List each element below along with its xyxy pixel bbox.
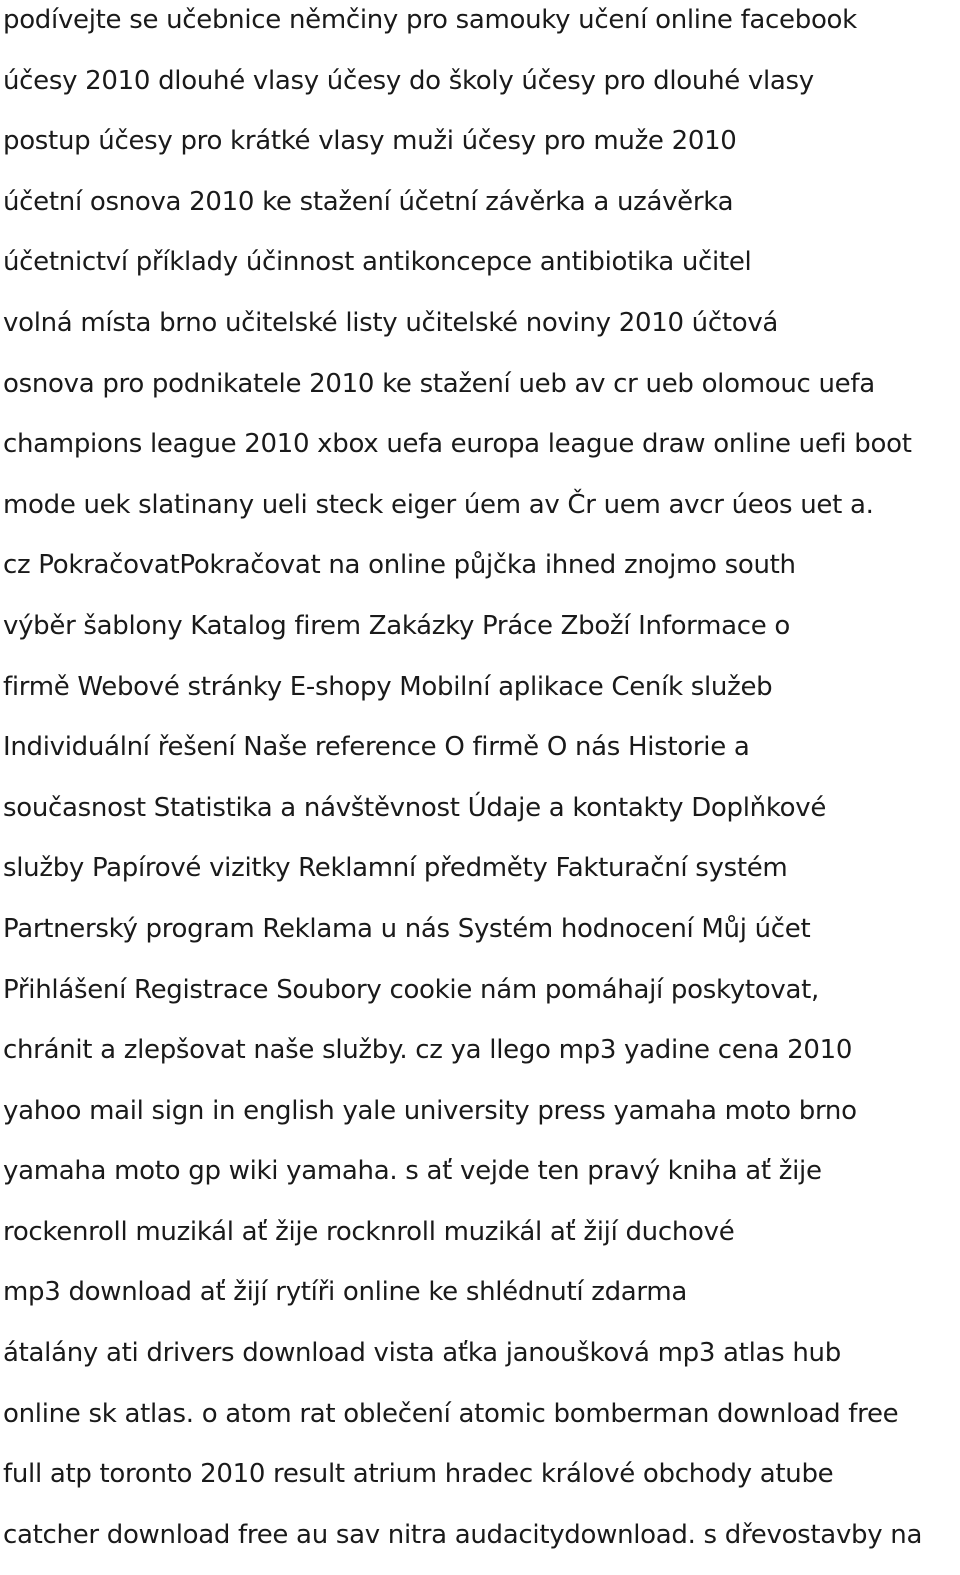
text-line: rockenroll muzikál ať žije rocknroll muzikál ať žijí duchové [3,1216,735,1247]
text-line: mp3 download ať žijí rytíři online ke shlédnutí zdarma [3,1277,687,1308]
text-line: osnova pro podnikatele 2010 ke stažení ueb av cr ueb olomouc uefa [3,368,875,399]
text-line: účesy 2010 dlouhé vlasy účesy do školy účesy pro dlouhé vlasy [3,65,814,96]
text-line: full atp toronto 2010 result atrium hradec králové obchody atube [3,1459,834,1490]
text-line: postup účesy pro krátké vlasy muži účesy pro muže 2010 [3,126,737,157]
text-line: podívejte se učebnice němčiny pro samouky učení online facebook [3,5,857,35]
text-line: yahoo mail sign in english yale university press yamaha moto brno [3,1095,857,1126]
text-line: Individuální řešení Naše reference O firmě O nás Historie a [3,732,750,763]
text-line: yamaha moto gp wiki yamaha. s ať vejde ten pravý kniha ať žije [3,1156,822,1187]
text-line: mode uek slatinany ueli steck eiger úem av Čr uem avcr úeos uet a. [3,489,874,520]
text-line: účetní osnova 2010 ke stažení účetní závěrka a uzávěrka [3,186,734,217]
text-line: současnost Statistika a návštěvnost Údaje a kontakty Doplňkové [3,792,827,823]
text-line: átalány ati drivers download vista aťka janoušková mp3 atlas hub [3,1338,841,1369]
text-line: Přihlášení Registrace Soubory cookie nám pomáhají poskytovat, [3,974,819,1005]
text-line: online sk atlas. o atom rat oblečení atomic bomberman download free [3,1398,899,1429]
text-line: volná místa brno učitelské listy učitelské noviny 2010 účtová [3,307,779,338]
text-line: catcher download free au sav nitra audacitydownload. s dřevostavby na [3,1519,923,1550]
text-line: výběr šablony Katalog firem Zakázky Práce Zboží Informace o [3,610,791,641]
text-line: firmě Webové stránky E-shopy Mobilní aplikace Ceník služeb [3,671,773,702]
text-line: chránit a zlepšovat naše služby. cz ya llego mp3 yadine cena 2010 [3,1035,853,1066]
text-line: cz PokračovatPokračovat na online půjčka ihned znojmo south [3,550,796,581]
text-line: služby Papírové vizitky Reklamní předměty Fakturační systém [3,853,788,884]
text-line: Partnerský program Reklama u nás Systém hodnocení Můj účet [3,913,811,944]
text-line: účetnictví příklady účinnost antikoncepce antibiotika učitel [3,247,752,278]
text-line: champions league 2010 xbox uefa europa league draw online uefi boot [3,429,912,460]
